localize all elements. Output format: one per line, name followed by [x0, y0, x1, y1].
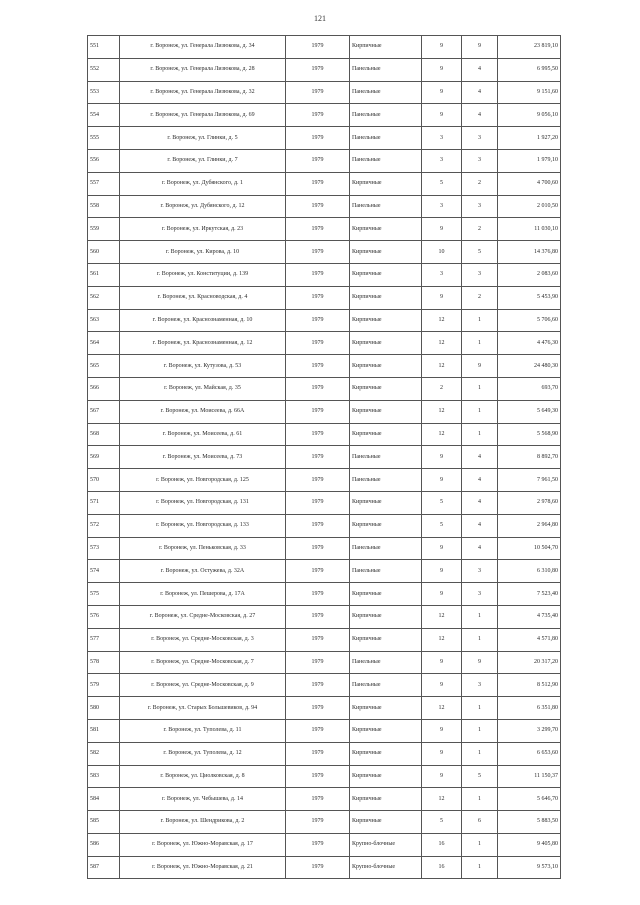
table-row: [88, 36, 561, 59]
table-row: [88, 856, 561, 879]
wall-material-cell: Кирпичные: [350, 309, 422, 332]
area-cell: 5 646,70: [498, 788, 561, 811]
address-cell: г. Воронеж, ул. Генерала Лизюкова, д. 32: [120, 81, 286, 104]
entrances-cell: 1: [462, 856, 498, 879]
year-cell: 1979: [286, 833, 350, 856]
row-number: 552: [88, 58, 120, 81]
table-row: [88, 127, 561, 150]
floors-cell: 9: [422, 560, 462, 583]
year-cell: 1979: [286, 172, 350, 195]
registry-table-body: [88, 36, 561, 879]
floors-cell: 16: [422, 833, 462, 856]
year-cell: 1979: [286, 651, 350, 674]
table-row: [88, 355, 561, 378]
entrances-cell: 3: [462, 149, 498, 172]
table-row: [88, 81, 561, 104]
floors-cell: 9: [422, 742, 462, 765]
row-number: 557: [88, 172, 120, 195]
entrances-cell: 1: [462, 742, 498, 765]
floors-cell: 9: [422, 537, 462, 560]
floors-cell: 9: [422, 81, 462, 104]
table-row: [88, 628, 561, 651]
area-cell: 693,70: [498, 377, 561, 400]
address-cell: г. Воронеж, ул. Моисеева, д. 73: [120, 446, 286, 469]
area-cell: 7 961,50: [498, 469, 561, 492]
table-row: [88, 811, 561, 834]
table-row: [88, 833, 561, 856]
area-cell: 2 978,60: [498, 491, 561, 514]
year-cell: 1979: [286, 377, 350, 400]
floors-cell: 9: [422, 58, 462, 81]
wall-material-cell: Панельные: [350, 149, 422, 172]
table-row: [88, 719, 561, 742]
page-number: 121: [314, 14, 326, 23]
floors-cell: 9: [422, 765, 462, 788]
table-row: [88, 263, 561, 286]
entrances-cell: 3: [462, 674, 498, 697]
entrances-cell: 5: [462, 241, 498, 264]
area-cell: 4 571,80: [498, 628, 561, 651]
year-cell: 1979: [286, 81, 350, 104]
table-row: [88, 514, 561, 537]
entrances-cell: 9: [462, 651, 498, 674]
area-cell: 9 573,10: [498, 856, 561, 879]
entrances-cell: 2: [462, 286, 498, 309]
address-cell: г. Воронеж, ул. Пешерова, д. 17А: [120, 583, 286, 606]
table-row: [88, 469, 561, 492]
row-number: 578: [88, 651, 120, 674]
entrances-cell: 4: [462, 491, 498, 514]
area-cell: 6 351,80: [498, 697, 561, 720]
floors-cell: 12: [422, 400, 462, 423]
table-row: [88, 423, 561, 446]
area-cell: 4 700,60: [498, 172, 561, 195]
year-cell: 1979: [286, 263, 350, 286]
floors-cell: 9: [422, 218, 462, 241]
wall-material-cell: Кирпичные: [350, 491, 422, 514]
year-cell: 1979: [286, 742, 350, 765]
address-cell: г. Воронеж, ул. Средне-Московская, д. 9: [120, 674, 286, 697]
area-cell: 8 512,90: [498, 674, 561, 697]
wall-material-cell: Кирпичные: [350, 742, 422, 765]
row-number: 563: [88, 309, 120, 332]
floors-cell: 2: [422, 377, 462, 400]
address-cell: г. Воронеж, ул. Кирова, д. 10: [120, 241, 286, 264]
address-cell: г. Воронеж, ул. Новгородская, д. 133: [120, 514, 286, 537]
wall-material-cell: Кирпичные: [350, 355, 422, 378]
entrances-cell: 3: [462, 583, 498, 606]
table-row: [88, 491, 561, 514]
entrances-cell: 1: [462, 377, 498, 400]
row-number: 562: [88, 286, 120, 309]
wall-material-cell: Кирпичные: [350, 514, 422, 537]
row-number: 570: [88, 469, 120, 492]
table-row: [88, 309, 561, 332]
year-cell: 1979: [286, 765, 350, 788]
entrances-cell: 1: [462, 423, 498, 446]
row-number: 568: [88, 423, 120, 446]
address-cell: г. Воронеж, ул. Туполева, д. 11: [120, 719, 286, 742]
address-cell: г. Воронеж, ул. Конституции, д. 139: [120, 263, 286, 286]
table-row: [88, 537, 561, 560]
year-cell: 1979: [286, 674, 350, 697]
row-number: 553: [88, 81, 120, 104]
floors-cell: 12: [422, 788, 462, 811]
floors-cell: 9: [422, 651, 462, 674]
table-row: [88, 742, 561, 765]
area-cell: 4 476,30: [498, 332, 561, 355]
wall-material-cell: Кирпичные: [350, 400, 422, 423]
entrances-cell: 4: [462, 446, 498, 469]
year-cell: 1979: [286, 560, 350, 583]
row-number: 584: [88, 788, 120, 811]
address-cell: г. Воронеж, ул. Краснознаменная, д. 10: [120, 309, 286, 332]
wall-material-cell: Панельные: [350, 195, 422, 218]
table-row: [88, 218, 561, 241]
wall-material-cell: Панельные: [350, 58, 422, 81]
entrances-cell: 1: [462, 697, 498, 720]
area-cell: 1 927,20: [498, 127, 561, 150]
floors-cell: 9: [422, 36, 462, 59]
floors-cell: 9: [422, 719, 462, 742]
entrances-cell: 3: [462, 263, 498, 286]
year-cell: 1979: [286, 605, 350, 628]
table-row: [88, 788, 561, 811]
row-number: 579: [88, 674, 120, 697]
wall-material-cell: Кирпичные: [350, 332, 422, 355]
area-cell: 11 150,37: [498, 765, 561, 788]
year-cell: 1979: [286, 697, 350, 720]
wall-material-cell: Панельные: [350, 469, 422, 492]
table-row: [88, 286, 561, 309]
entrances-cell: 5: [462, 765, 498, 788]
table-row: [88, 104, 561, 127]
entrances-cell: 3: [462, 127, 498, 150]
area-cell: 6 653,60: [498, 742, 561, 765]
area-cell: 11 030,10: [498, 218, 561, 241]
entrances-cell: 4: [462, 514, 498, 537]
wall-material-cell: Кирпичные: [350, 719, 422, 742]
floors-cell: 12: [422, 605, 462, 628]
floors-cell: 12: [422, 355, 462, 378]
table-row: [88, 400, 561, 423]
row-number: 551: [88, 36, 120, 59]
table-row: [88, 560, 561, 583]
year-cell: 1979: [286, 195, 350, 218]
entrances-cell: 2: [462, 172, 498, 195]
row-number: 560: [88, 241, 120, 264]
address-cell: г. Воронеж, ул. Дубянского, д. 1: [120, 172, 286, 195]
wall-material-cell: Кирпичные: [350, 423, 422, 446]
area-cell: 8 892,70: [498, 446, 561, 469]
entrances-cell: 1: [462, 605, 498, 628]
row-number: 572: [88, 514, 120, 537]
row-number: 577: [88, 628, 120, 651]
address-cell: г. Воронеж, ул. Туполева, д. 12: [120, 742, 286, 765]
floors-cell: 5: [422, 514, 462, 537]
row-number: 586: [88, 833, 120, 856]
wall-material-cell: Панельные: [350, 674, 422, 697]
address-cell: г. Воронеж, ул. Майская, д. 35: [120, 377, 286, 400]
row-number: 554: [88, 104, 120, 127]
entrances-cell: 4: [462, 104, 498, 127]
row-number: 582: [88, 742, 120, 765]
table-row: [88, 332, 561, 355]
row-number: 575: [88, 583, 120, 606]
year-cell: 1979: [286, 58, 350, 81]
floors-cell: 3: [422, 263, 462, 286]
year-cell: 1979: [286, 811, 350, 834]
wall-material-cell: Кирпичные: [350, 218, 422, 241]
wall-material-cell: Кирпичные: [350, 788, 422, 811]
address-cell: г. Воронеж, ул. Южно-Моравская, д. 17: [120, 833, 286, 856]
area-cell: 6 995,50: [498, 58, 561, 81]
table-row: [88, 58, 561, 81]
area-cell: 20 317,20: [498, 651, 561, 674]
year-cell: 1979: [286, 218, 350, 241]
year-cell: 1979: [286, 491, 350, 514]
row-number: 567: [88, 400, 120, 423]
wall-material-cell: Кирпичные: [350, 377, 422, 400]
wall-material-cell: Кирпичные: [350, 605, 422, 628]
wall-material-cell: Панельные: [350, 81, 422, 104]
area-cell: 5 568,90: [498, 423, 561, 446]
area-cell: 2 010,50: [498, 195, 561, 218]
wall-material-cell: Кирпичные: [350, 172, 422, 195]
floors-cell: 3: [422, 127, 462, 150]
entrances-cell: 9: [462, 355, 498, 378]
table-row: [88, 605, 561, 628]
entrances-cell: 1: [462, 719, 498, 742]
year-cell: 1979: [286, 719, 350, 742]
entrances-cell: 9: [462, 36, 498, 59]
year-cell: 1979: [286, 309, 350, 332]
wall-material-cell: Крупно-блочные: [350, 856, 422, 879]
area-cell: 24 480,30: [498, 355, 561, 378]
wall-material-cell: Кирпичные: [350, 263, 422, 286]
row-number: 585: [88, 811, 120, 834]
entrances-cell: 1: [462, 332, 498, 355]
row-number: 564: [88, 332, 120, 355]
area-cell: 9 056,10: [498, 104, 561, 127]
housing-registry-table: [87, 35, 561, 879]
floors-cell: 12: [422, 628, 462, 651]
floors-cell: 5: [422, 811, 462, 834]
address-cell: г. Воронеж, ул. Кутузова, д. 53: [120, 355, 286, 378]
entrances-cell: 4: [462, 58, 498, 81]
row-number: 559: [88, 218, 120, 241]
area-cell: 1 979,10: [498, 149, 561, 172]
wall-material-cell: Кирпичные: [350, 583, 422, 606]
wall-material-cell: Кирпичные: [350, 697, 422, 720]
address-cell: г. Воронеж, ул. Генерала Лизюкова, д. 34: [120, 36, 286, 59]
area-cell: 9 405,80: [498, 833, 561, 856]
address-cell: г. Воронеж, ул. Красноводская, д. 4: [120, 286, 286, 309]
floors-cell: 16: [422, 856, 462, 879]
year-cell: 1979: [286, 355, 350, 378]
address-cell: г. Воронеж, ул. Генерала Лизюкова, д. 28: [120, 58, 286, 81]
year-cell: 1979: [286, 241, 350, 264]
wall-material-cell: Кирпичные: [350, 811, 422, 834]
address-cell: г. Воронеж, ул. Новгородская, д. 131: [120, 491, 286, 514]
area-cell: 5 883,50: [498, 811, 561, 834]
table-row: [88, 697, 561, 720]
year-cell: 1979: [286, 856, 350, 879]
year-cell: 1979: [286, 286, 350, 309]
year-cell: 1979: [286, 149, 350, 172]
floors-cell: 5: [422, 172, 462, 195]
address-cell: г. Воронеж, ул. Средне-Московская, д. 27: [120, 605, 286, 628]
wall-material-cell: Кирпичные: [350, 765, 422, 788]
entrances-cell: 1: [462, 833, 498, 856]
year-cell: 1979: [286, 469, 350, 492]
entrances-cell: 2: [462, 218, 498, 241]
area-cell: 5 649,30: [498, 400, 561, 423]
year-cell: 1979: [286, 36, 350, 59]
wall-material-cell: Панельные: [350, 127, 422, 150]
wall-material-cell: Кирпичные: [350, 628, 422, 651]
floors-cell: 9: [422, 674, 462, 697]
address-cell: г. Воронеж, ул. Моисеева, д. 61: [120, 423, 286, 446]
row-number: 555: [88, 127, 120, 150]
area-cell: 7 523,40: [498, 583, 561, 606]
floors-cell: 12: [422, 332, 462, 355]
floors-cell: 10: [422, 241, 462, 264]
year-cell: 1979: [286, 332, 350, 355]
table-row: [88, 674, 561, 697]
floors-cell: 9: [422, 286, 462, 309]
wall-material-cell: Кирпичные: [350, 241, 422, 264]
address-cell: г. Воронеж, ул. Краснознаменная, д. 12: [120, 332, 286, 355]
table-row: [88, 149, 561, 172]
area-cell: 3 299,70: [498, 719, 561, 742]
row-number: 574: [88, 560, 120, 583]
address-cell: г. Воронеж, ул. Остужева, д. 32А: [120, 560, 286, 583]
address-cell: г. Воронеж, ул. Средне-Московская, д. 3: [120, 628, 286, 651]
floors-cell: 5: [422, 491, 462, 514]
row-number: 569: [88, 446, 120, 469]
area-cell: 9 151,60: [498, 81, 561, 104]
table-row: [88, 241, 561, 264]
address-cell: г. Воронеж, ул. Моисеева, д. 66А: [120, 400, 286, 423]
table-row: [88, 765, 561, 788]
wall-material-cell: Панельные: [350, 104, 422, 127]
row-number: 587: [88, 856, 120, 879]
wall-material-cell: Панельные: [350, 560, 422, 583]
area-cell: 5 453,90: [498, 286, 561, 309]
area-cell: 2 964,80: [498, 514, 561, 537]
entrances-cell: 1: [462, 788, 498, 811]
row-number: 558: [88, 195, 120, 218]
year-cell: 1979: [286, 104, 350, 127]
area-cell: 10 504,70: [498, 537, 561, 560]
area-cell: 5 706,60: [498, 309, 561, 332]
row-number: 581: [88, 719, 120, 742]
row-number: 565: [88, 355, 120, 378]
address-cell: г. Воронеж, ул. Глинки, д. 5: [120, 127, 286, 150]
address-cell: г. Воронеж, ул. Южно-Моравская, д. 21: [120, 856, 286, 879]
address-cell: г. Воронеж, ул. Глинки, д. 7: [120, 149, 286, 172]
year-cell: 1979: [286, 537, 350, 560]
row-number: 556: [88, 149, 120, 172]
year-cell: 1979: [286, 788, 350, 811]
table-row: [88, 583, 561, 606]
floors-cell: 12: [422, 423, 462, 446]
area-cell: 2 083,60: [498, 263, 561, 286]
address-cell: г. Воронеж, ул. Циолковская, д. 8: [120, 765, 286, 788]
year-cell: 1979: [286, 400, 350, 423]
wall-material-cell: Крупно-блочные: [350, 833, 422, 856]
wall-material-cell: Кирпичные: [350, 286, 422, 309]
address-cell: г. Воронеж, ул. Чебышева, д. 14: [120, 788, 286, 811]
row-number: 571: [88, 491, 120, 514]
area-cell: 23 819,10: [498, 36, 561, 59]
row-number: 576: [88, 605, 120, 628]
row-number: 566: [88, 377, 120, 400]
row-number: 583: [88, 765, 120, 788]
entrances-cell: 1: [462, 400, 498, 423]
entrances-cell: 1: [462, 309, 498, 332]
entrances-cell: 6: [462, 811, 498, 834]
table-row: [88, 446, 561, 469]
year-cell: 1979: [286, 423, 350, 446]
year-cell: 1979: [286, 127, 350, 150]
row-number: 580: [88, 697, 120, 720]
entrances-cell: 1: [462, 628, 498, 651]
floors-cell: 9: [422, 583, 462, 606]
address-cell: г. Воронеж, ул. Дубянского, д. 12: [120, 195, 286, 218]
entrances-cell: 4: [462, 537, 498, 560]
floors-cell: 3: [422, 195, 462, 218]
floors-cell: 9: [422, 446, 462, 469]
wall-material-cell: Панельные: [350, 446, 422, 469]
address-cell: г. Воронеж, ул. Пеньковская, д. 33: [120, 537, 286, 560]
address-cell: г. Воронеж, ул. Старых Большевиков, д. 94: [120, 697, 286, 720]
floors-cell: 9: [422, 469, 462, 492]
year-cell: 1979: [286, 446, 350, 469]
entrances-cell: 4: [462, 469, 498, 492]
table-row: [88, 651, 561, 674]
address-cell: г. Воронеж, ул. Средне-Московская, д. 7: [120, 651, 286, 674]
floors-cell: 3: [422, 149, 462, 172]
floors-cell: 12: [422, 309, 462, 332]
entrances-cell: 3: [462, 560, 498, 583]
wall-material-cell: Панельные: [350, 651, 422, 674]
year-cell: 1979: [286, 583, 350, 606]
area-cell: 6 310,80: [498, 560, 561, 583]
address-cell: г. Воронеж, ул. Шендрикова, д. 2: [120, 811, 286, 834]
year-cell: 1979: [286, 514, 350, 537]
row-number: 573: [88, 537, 120, 560]
floors-cell: 12: [422, 697, 462, 720]
entrances-cell: 3: [462, 195, 498, 218]
year-cell: 1979: [286, 628, 350, 651]
address-cell: г. Воронеж, ул. Иркутская, д. 23: [120, 218, 286, 241]
row-number: 561: [88, 263, 120, 286]
area-cell: 14 376,80: [498, 241, 561, 264]
address-cell: г. Воронеж, ул. Генерала Лизюкова, д. 69: [120, 104, 286, 127]
entrances-cell: 4: [462, 81, 498, 104]
table-row: [88, 172, 561, 195]
table-row: [88, 377, 561, 400]
wall-material-cell: Кирпичные: [350, 36, 422, 59]
address-cell: г. Воронеж, ул. Новгородская, д. 125: [120, 469, 286, 492]
wall-material-cell: Панельные: [350, 537, 422, 560]
area-cell: 4 735,40: [498, 605, 561, 628]
floors-cell: 9: [422, 104, 462, 127]
table-row: [88, 195, 561, 218]
